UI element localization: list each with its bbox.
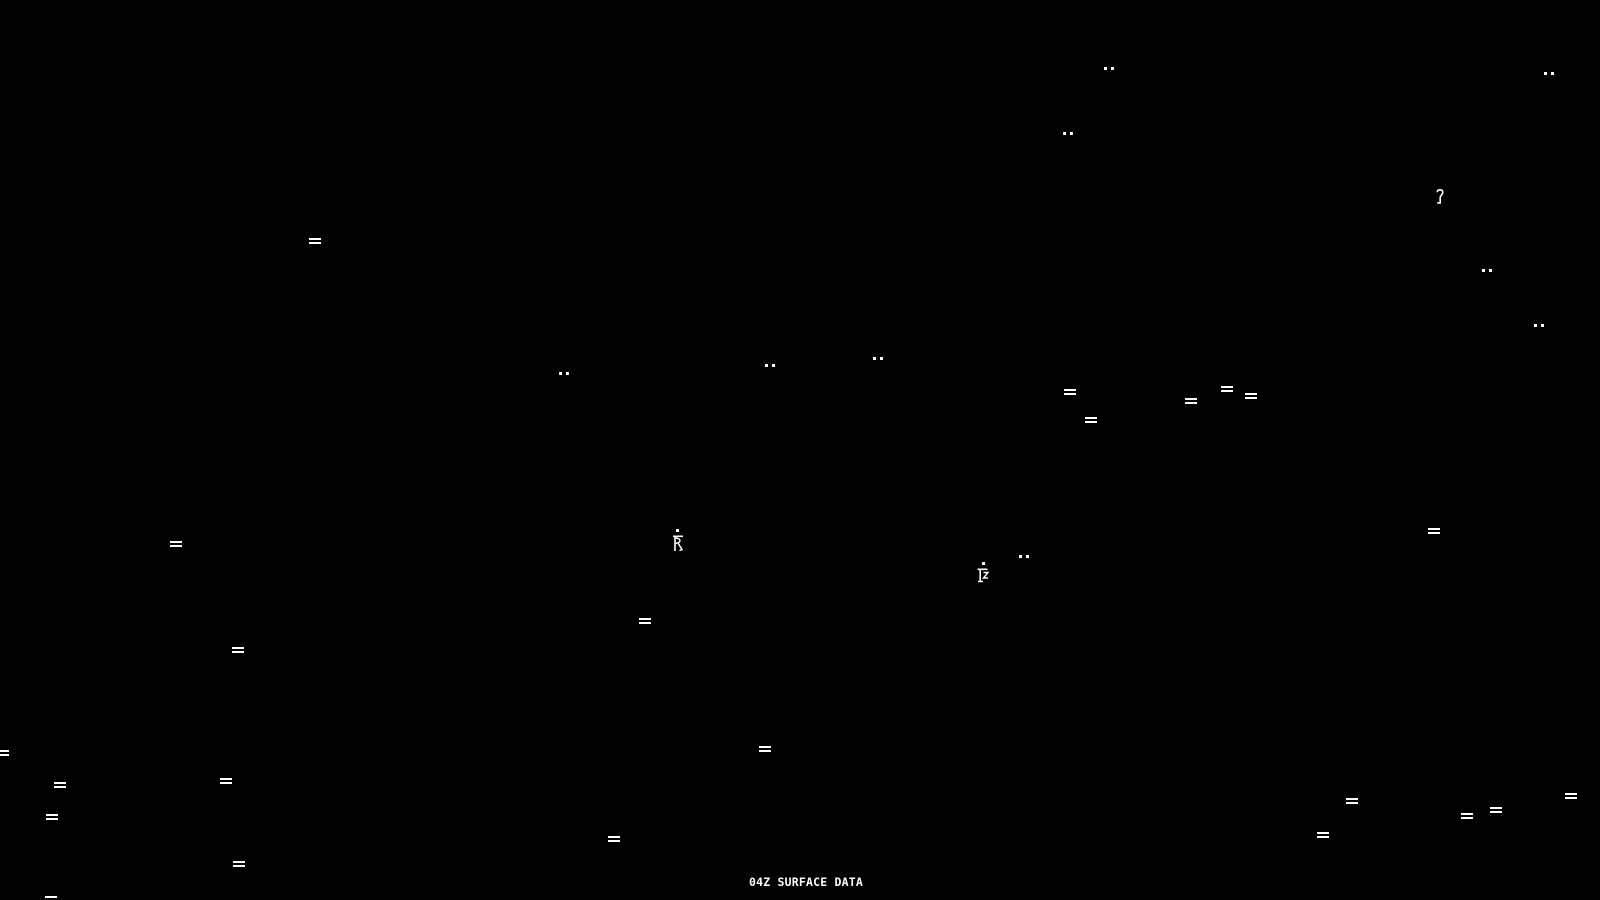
rain-dot	[1019, 555, 1022, 558]
rain-dot	[765, 364, 768, 367]
rain-dot	[1063, 132, 1066, 135]
mist-icon	[759, 746, 771, 752]
rain-dot	[880, 357, 883, 360]
rain-icon	[873, 357, 883, 360]
unknown-precip-icon	[1436, 188, 1444, 205]
rain-dot	[1534, 324, 1537, 327]
mist-icon	[46, 814, 58, 820]
rain-dot	[1551, 72, 1554, 75]
rain-dot	[559, 372, 562, 375]
mist-icon	[45, 896, 57, 900]
rain-icon	[1544, 72, 1554, 75]
rain-dot	[1541, 324, 1544, 327]
mist-icon	[1221, 386, 1233, 392]
mist-icon	[608, 836, 620, 842]
mist-icon	[233, 861, 245, 867]
rain-icon	[1534, 324, 1544, 327]
mist-icon	[54, 782, 66, 788]
rain-icon	[1063, 132, 1073, 135]
mist-icon	[1245, 393, 1257, 399]
map-caption: 04Z SURFACE DATA	[749, 875, 863, 889]
mist-icon	[0, 750, 9, 756]
rain-dot	[873, 357, 876, 360]
thunderstorm-r-icon	[672, 529, 685, 552]
mist-icon	[170, 541, 182, 547]
rain-dot	[566, 372, 569, 375]
mist-icon	[309, 238, 321, 244]
rain-dot	[1482, 269, 1485, 272]
mist-icon	[1490, 807, 1502, 813]
mist-icon	[1085, 417, 1097, 423]
mist-icon	[220, 778, 232, 784]
rain-dot	[1489, 269, 1492, 272]
rain-dot	[1026, 555, 1029, 558]
rain-icon	[765, 364, 775, 367]
rain-dot	[1104, 67, 1107, 70]
rain-icon	[559, 372, 569, 375]
mist-icon	[1461, 813, 1473, 819]
mist-icon	[1428, 528, 1440, 534]
rain-dot	[1070, 132, 1073, 135]
rain-dot	[1111, 67, 1114, 70]
rain-icon	[1019, 555, 1029, 558]
mist-icon	[1317, 832, 1329, 838]
mist-icon	[1185, 398, 1197, 404]
mist-icon	[639, 618, 651, 624]
mist-icon	[232, 647, 244, 653]
mist-icon	[1064, 389, 1076, 395]
mist-icon	[1346, 798, 1358, 804]
rain-icon	[1104, 67, 1114, 70]
rain-dot	[772, 364, 775, 367]
rain-icon	[1482, 269, 1492, 272]
thunderstorm-z-icon	[977, 562, 990, 584]
mist-icon	[1565, 793, 1577, 799]
rain-dot	[1544, 72, 1547, 75]
